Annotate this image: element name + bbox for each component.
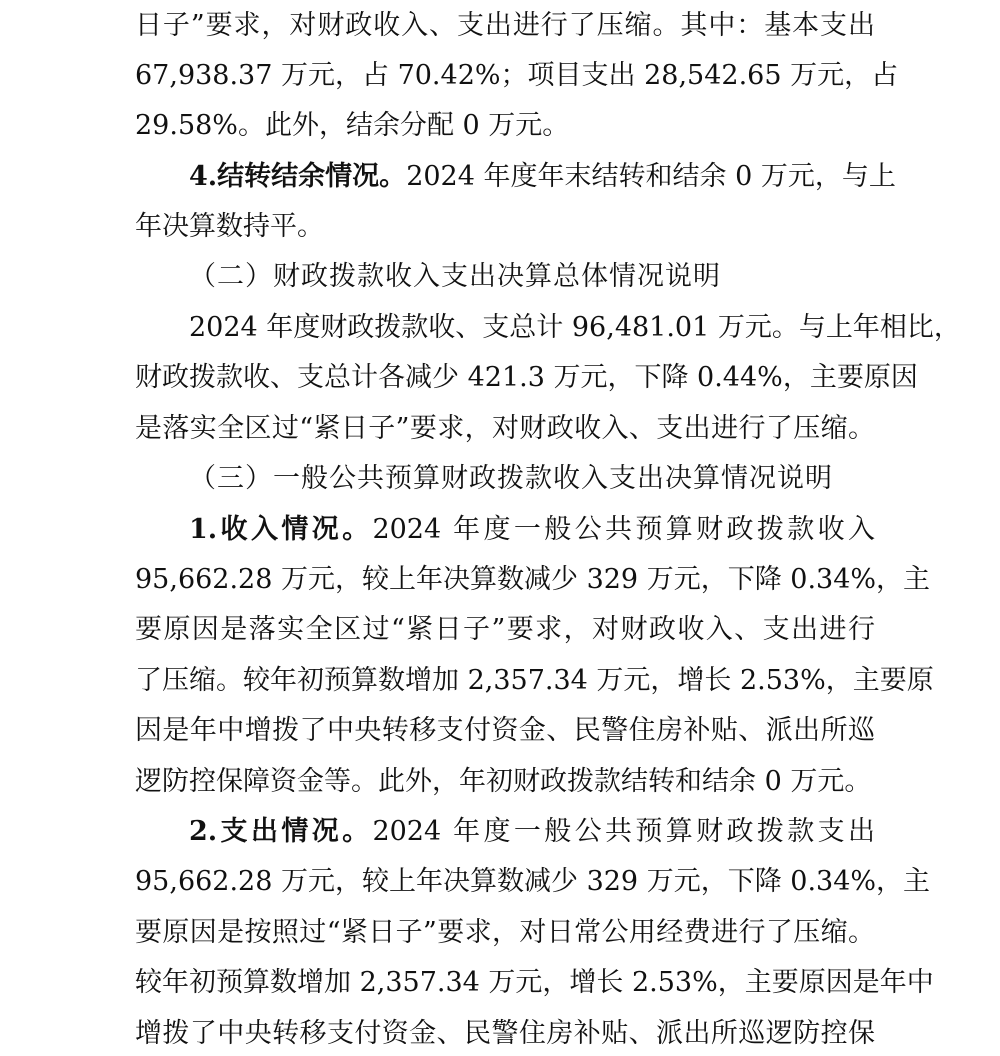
line-text: 财政拨款收、支总计各减少 421.3 万元，下降 0.44%，主要原因 xyxy=(135,362,918,393)
line-text: 逻防控保障资金等。此外，年初财政拨款结转和结余 0 万元。 xyxy=(135,766,872,797)
line-text: 要原因是落实全区过“紧日子”要求，对财政收入、支出进行 xyxy=(135,614,875,645)
line-text: 了压缩。较年初预算数增加 2,357.34 万元，增长 2.53%，主要原 xyxy=(135,665,934,696)
line-text: 要原因是按照过“紧日子”要求，对日常公用经费进行了压缩。 xyxy=(135,917,875,948)
line-text: 年决算数持平。 xyxy=(135,211,324,242)
line-text: 2024 年度财政拨款收、支总计 96,481.01 万元。与上年相比， xyxy=(189,312,961,343)
heading-text: （三）一般公共预算财政拨款收入支出决算情况说明 xyxy=(189,463,833,494)
section-lead: 4.结转结余情况。 xyxy=(189,161,407,192)
paragraph-line xyxy=(135,6,875,46)
paragraph-line xyxy=(135,610,875,650)
paragraph-line xyxy=(135,358,918,398)
paragraph-line xyxy=(189,812,875,852)
line-text: 增拨了中央转移支付资金、民警住房补贴、派出所巡逻防控保 xyxy=(135,1018,875,1049)
line-text: 2024 年度一般公共预算财政拨款收入 xyxy=(372,514,876,545)
line-text: 95,662.28 万元，较上年决算数减少 329 万元，下降 0.34%，主 xyxy=(135,564,931,595)
line-text: 因是年中增拨了中央转移支付资金、民警住房补贴、派出所巡 xyxy=(135,715,875,746)
section-lead: 1.收入情况。 xyxy=(189,514,373,545)
paragraph-line xyxy=(135,409,875,449)
section-lead: 2.支出情况。 xyxy=(189,816,373,847)
paragraph-line xyxy=(135,963,934,1003)
line-text: 日子”要求，对财政收入、支出进行了压缩。其中：基本支出 xyxy=(135,10,875,41)
paragraph-line xyxy=(135,106,875,146)
paragraph-line xyxy=(135,560,931,600)
paragraph-line xyxy=(135,1014,875,1054)
paragraph-line xyxy=(189,157,896,197)
paragraph-line xyxy=(135,711,875,751)
line-text: 29.58%。此外，结余分配 0 万元。 xyxy=(135,110,570,141)
heading-text: （二）财政拨款收入支出决算总体情况说明 xyxy=(189,261,721,292)
paragraph-line xyxy=(135,862,931,902)
paragraph-line xyxy=(135,762,875,802)
line-text: 2024 年度一般公共预算财政拨款支出 xyxy=(372,816,876,847)
paragraph-line xyxy=(189,510,875,550)
line-text: 67,938.37 万元，占 70.42%；项目支出 28,542.65 万元，占 xyxy=(135,60,899,91)
line-text: 95,662.28 万元，较上年决算数减少 329 万元，下降 0.34%，主 xyxy=(135,866,931,897)
paragraph-line xyxy=(189,308,961,348)
paragraph-line xyxy=(135,207,875,247)
line-text: 是落实全区过“紧日子”要求，对财政收入、支出进行了压缩。 xyxy=(135,413,875,444)
line-text: 2024 年度年末结转和结余 0 万元，与上 xyxy=(406,161,896,192)
section-heading xyxy=(189,257,875,297)
section-heading xyxy=(189,459,875,499)
paragraph-line xyxy=(135,661,934,701)
paragraph-line xyxy=(135,913,875,953)
line-text: 较年初预算数增加 2,357.34 万元，增长 2.53%，主要原因是年中 xyxy=(135,967,934,998)
paragraph-line xyxy=(135,56,899,96)
